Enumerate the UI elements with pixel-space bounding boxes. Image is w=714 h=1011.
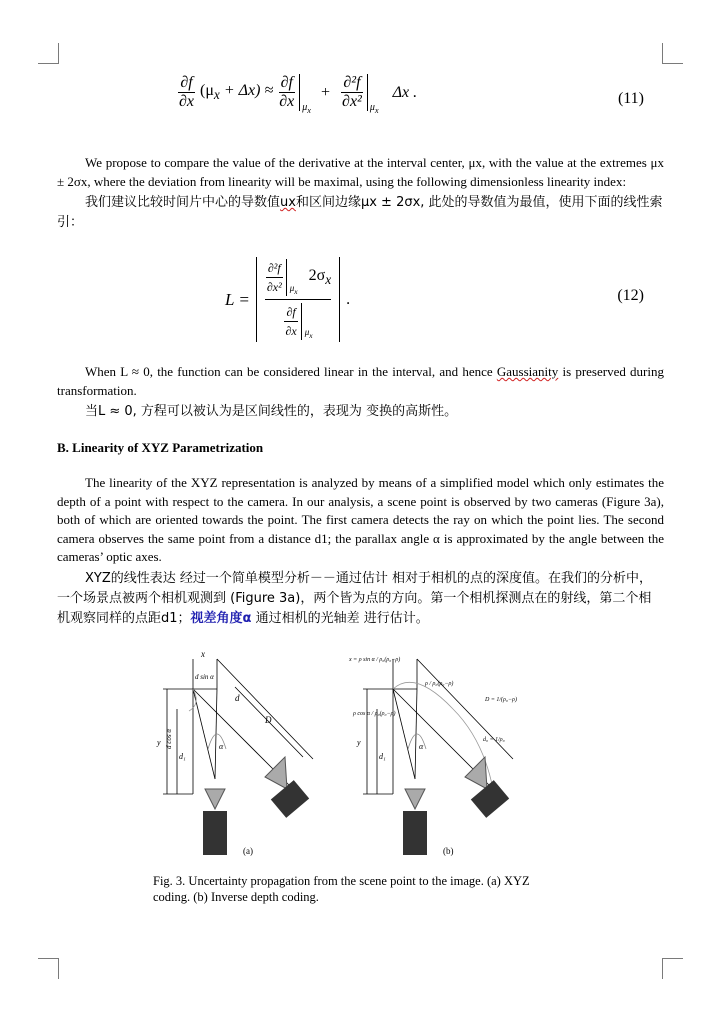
fig-a-y: y bbox=[157, 737, 161, 747]
camera-2-cone-a bbox=[265, 757, 287, 789]
eq12-two-sigma: $2\sigma_x$ bbox=[308, 266, 332, 288]
equation-11 bbox=[57, 60, 664, 140]
parallax-angle-highlight: 视差角度α bbox=[190, 610, 252, 626]
eq12-sub-mu-2: $\mu_x$ bbox=[304, 327, 313, 340]
section-heading: B. Linearity of XYZ Parametrization bbox=[57, 440, 264, 455]
panel-a bbox=[163, 659, 313, 794]
fig-a-dcos: d cos α bbox=[165, 728, 173, 749]
fig-b-alpha: α bbox=[419, 741, 424, 751]
eq12-abs-value bbox=[256, 257, 340, 342]
eq12-dot: . bbox=[346, 290, 351, 308]
eq12-sub-mu-1: $\mu_x$ bbox=[289, 283, 298, 296]
figure-3 bbox=[153, 649, 573, 869]
fig-a-x: x bbox=[201, 648, 205, 659]
fig-b-x: x = ρ sin α / ρ₀(ρ₀−ρ) bbox=[349, 656, 401, 663]
crop-mark-top-right bbox=[662, 43, 683, 64]
eq11-plus: + bbox=[321, 83, 331, 101]
camera-2-body-a bbox=[271, 780, 309, 818]
paragraph-1-zh: 我们建议比较时间片中心的导数值ux和区间边缘μx ± 2σx, 此处的导数值为最值，使用下面的线性索引： bbox=[57, 195, 663, 230]
eq12-frac-df: $\frac{\partial f}{\partial x}$ bbox=[283, 303, 301, 340]
fig-b-d1: d₁ bbox=[379, 751, 386, 761]
crop-mark-bottom-left bbox=[38, 958, 59, 979]
fig-b-D: D = 1/(ρ₀−ρ) bbox=[485, 696, 517, 703]
eq11-argument: $(\mu_x + \Delta x)$ ≈ bbox=[200, 81, 274, 103]
crop-mark-top-left bbox=[38, 43, 59, 64]
fig-label-a: (a) bbox=[243, 845, 253, 856]
paragraph-2-en: When L ≈ 0, the function can be considered linear in the interval, and hence Gaussianity is preserved during transformation. bbox=[57, 364, 664, 398]
eq11-frac-d2f-dx2: $\frac{\text{∂²f}}{\text{∂x²}}$ bbox=[340, 74, 368, 111]
fig-b-rho: ρ / ρ₀(ρ₀−ρ) bbox=[425, 680, 454, 687]
eq12-frac-d2f: $\frac{\text{∂²f}}{\text{∂x²}}$ bbox=[265, 259, 287, 296]
eq11-frac-df-dx-2: $\frac{\partial f}{\partial x}$ bbox=[277, 74, 300, 111]
camera-2-cone-b bbox=[465, 757, 487, 789]
camera-2-body-b bbox=[471, 780, 509, 818]
fig-b-d0: d₀ = 1/ρ₀ bbox=[483, 736, 505, 743]
fig-a-dsin: d sin α bbox=[195, 672, 214, 681]
camera-1-cone-a bbox=[205, 789, 225, 809]
equation-12 bbox=[57, 241, 664, 353]
eq11-delta-x: Δx . bbox=[392, 83, 418, 101]
eq12-number: (12) bbox=[617, 287, 644, 304]
eq11-number: (11) bbox=[617, 90, 644, 107]
page-body bbox=[57, 60, 664, 905]
fig-a-d1: d₁ bbox=[179, 751, 186, 761]
panel-b bbox=[363, 659, 513, 794]
crop-mark-bottom-right bbox=[662, 958, 683, 979]
camera-1-body-b bbox=[403, 811, 427, 855]
eq11-sub-mu-2: $\mu_x$ bbox=[369, 102, 379, 115]
figure-caption: Fig. 3. Uncertainty propagation from the scene point to the image. (a) XYZ coding. (b) Inverse depth coding. bbox=[153, 873, 530, 904]
paragraph-3-en: The linearity of the XYZ representation is analyzed by means of a simplified model which only estimates the depth of a point with respect to the camera. In our analysis, a scene point is observed by two cameras (Figure 3a), both of which are oriented towards the point. The first camera detects the ray on which the point lies. The second camera observes the same point from a distance d1; the parallax angle α is approximated by the angle between the cameras’ optic axes. bbox=[57, 475, 664, 564]
camera-1-cone-b bbox=[405, 789, 425, 809]
eq11-frac-df-dx: $\frac{\partial f}{\partial x}$ bbox=[179, 74, 195, 110]
fig-a-D: D bbox=[265, 714, 272, 725]
eq11-sub-mu-1: $\mu_x$ bbox=[302, 102, 311, 115]
fig-b-rcos: ρ cos α / ρ₀(ρ₀−ρ) bbox=[353, 710, 396, 717]
paragraph-3-zh: XYZ的线性表达 经过一个简单模型分析－－通过估计 相对于相机的点的深度值。在我们的分析中，一个场景点被两个相机观测到 (Figure 3a)，两个皆为点的方向。第一个相机探测点在的射线，第二个相机观察同样的点距d1；视差角度α 通过相机的光轴差 进行估计。 bbox=[57, 570, 653, 626]
fig-label-b: (b) bbox=[443, 845, 454, 856]
fig-b-y: y bbox=[357, 737, 361, 747]
camera-1-body-a bbox=[203, 811, 227, 855]
fig-a-d: d bbox=[235, 692, 240, 703]
fig-a-alpha: α bbox=[219, 741, 224, 751]
paragraph-2-zh: 当L ≈ 0, 方程可以被认为是区间线性的，表现为 变换的高斯性。 bbox=[85, 404, 458, 419]
paragraph-1-en: We propose to compare the value of the derivative at the interval center, μx, with the value at the extremes μx ± 2σx, where the deviation from linearity will be maximal, using the following dimensionless linearity index: bbox=[57, 155, 664, 189]
eq12-lhs: L = bbox=[225, 289, 250, 309]
